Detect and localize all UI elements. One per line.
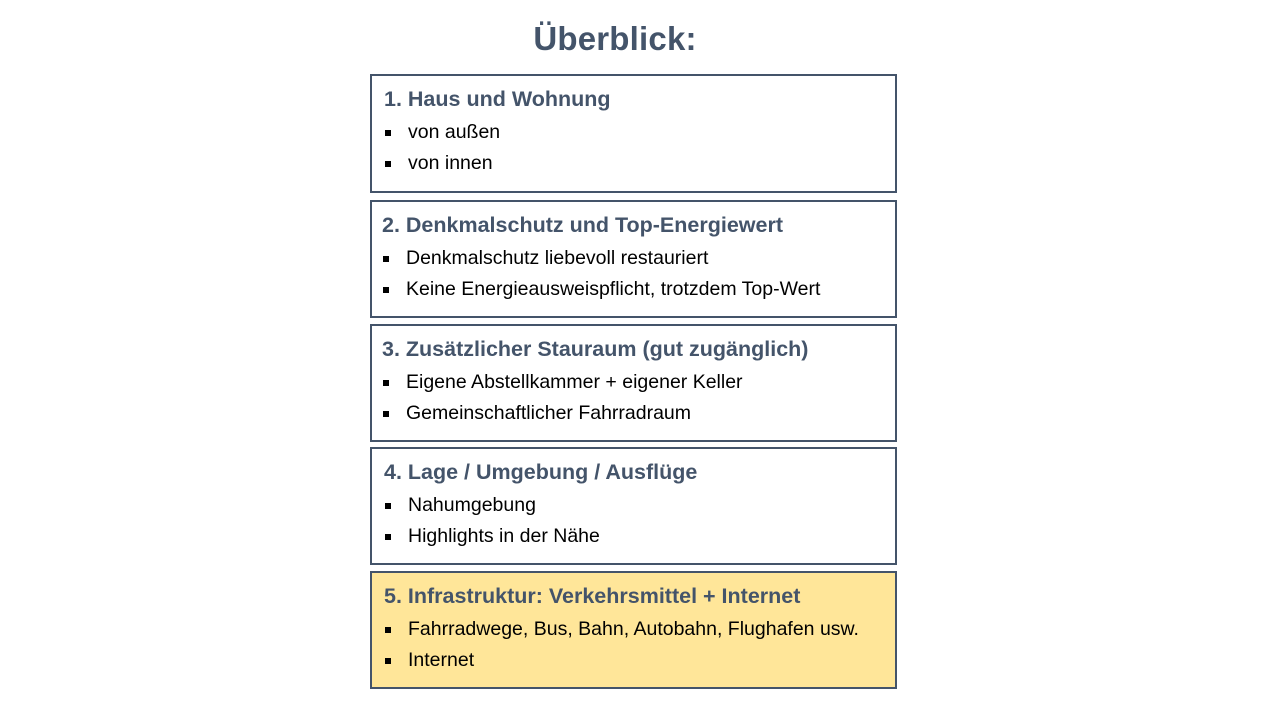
list-item [384,117,883,148]
section-heading: 4. Lage / Umgebung / Ausflüge [384,460,698,484]
list-item-text: Fahrradwege, Bus, Bahn, Autobahn, Flughafen usw. [408,618,859,640]
list-item [384,521,883,552]
bullet-list [384,117,883,179]
list-item [384,490,883,521]
section-heading: 1. Haus und Wohnung [384,87,611,111]
square-bullet-icon [385,627,391,633]
square-bullet-icon [385,130,391,136]
list-item-text: Internet [408,649,475,671]
list-item-text: Highlights in der Nähe [408,525,600,547]
square-bullet-icon [383,287,389,293]
section-haus-und-wohnung [370,74,897,193]
list-item-text: Gemeinschaftlicher Fahrradraum [406,402,692,424]
square-bullet-icon [385,658,391,664]
section-denkmalschutz [370,200,897,318]
list-item-text: von innen [408,152,493,174]
square-bullet-icon [383,256,389,262]
square-bullet-icon [385,534,391,540]
section-heading: 3. Zusätzlicher Stauraum (gut zugänglich) [382,337,809,361]
list-item [384,148,883,179]
list-item-text: Denkmalschutz liebevoll restauriert [406,247,709,269]
square-bullet-icon [383,380,389,386]
bullet-list [384,243,883,305]
section-heading: 2. Denkmalschutz und Top-Energiewert [382,213,783,237]
list-item [384,398,883,429]
square-bullet-icon [383,411,389,417]
bullet-list [384,614,883,676]
page-title: Überblick: [533,20,697,57]
bullet-list [384,367,883,429]
list-item [384,243,883,274]
section-stauraum [370,324,897,442]
bullet-list [384,490,883,552]
list-item [384,614,883,645]
square-bullet-icon [385,503,391,509]
list-item [384,274,883,305]
list-item-text: von außen [408,121,501,143]
list-item [384,367,883,398]
list-item-text: Keine Energieausweispflicht, trotzdem Top-Wert [406,278,821,300]
list-item [384,645,883,676]
list-item-text: Nahumgebung [408,494,536,516]
section-lage-umgebung [370,447,897,565]
section-infrastruktur [370,571,897,689]
list-item-text: Eigene Abstellkammer + eigener Keller [406,371,743,393]
section-heading: 5. Infrastruktur: Verkehrsmittel + Internet [384,584,801,608]
square-bullet-icon [385,161,391,167]
